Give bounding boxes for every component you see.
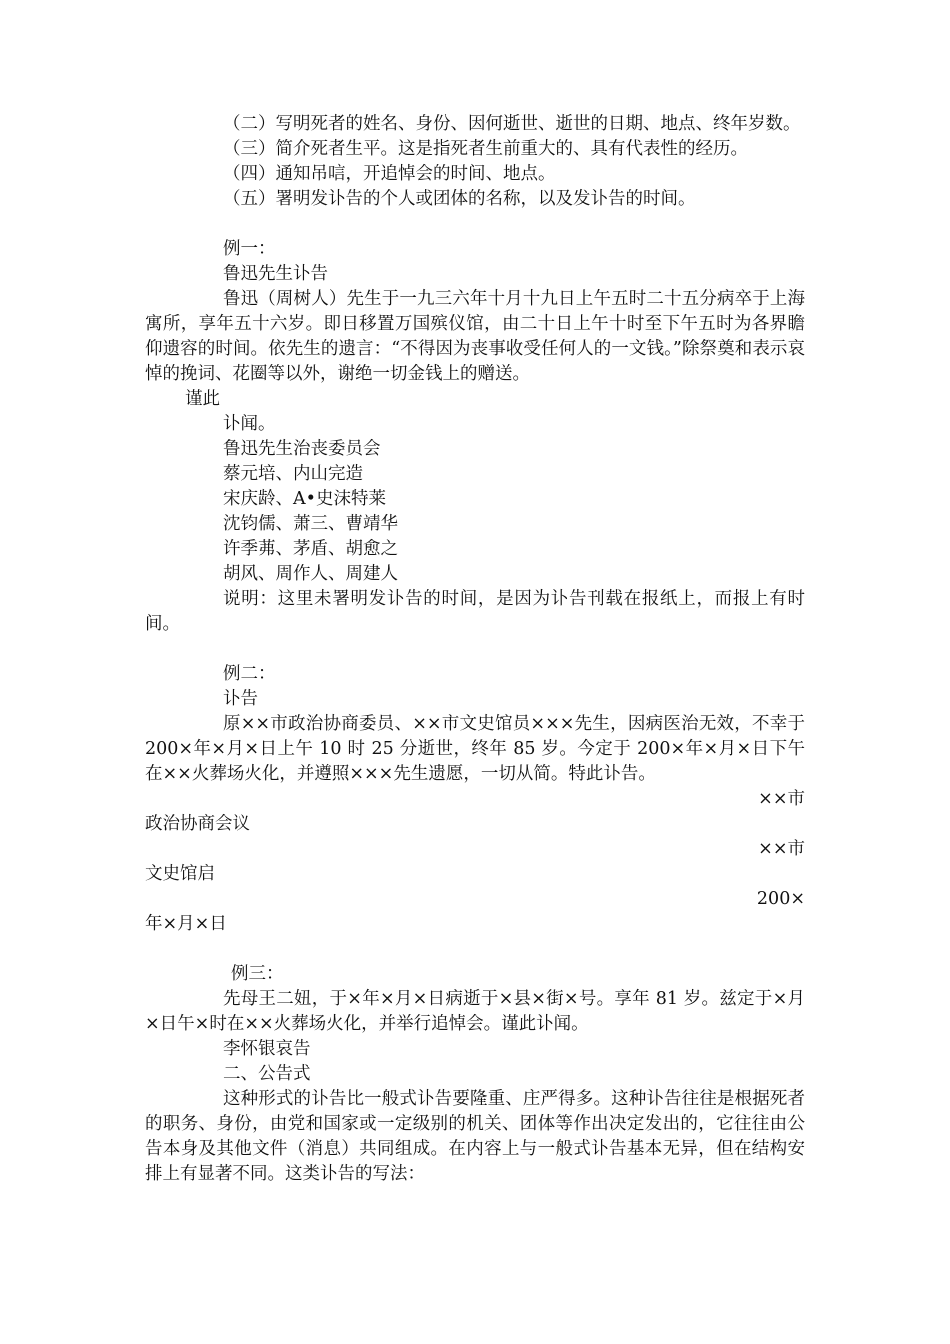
committee-member: 宋庆龄、A•史沫特莱 bbox=[223, 489, 386, 509]
example3-signature: 李怀银哀告 bbox=[223, 1039, 311, 1059]
committee-member: 沈钧儒、萧三、曹靖华 bbox=[223, 514, 398, 534]
example3-label: 例三： bbox=[231, 964, 284, 984]
example2-label: 例二： bbox=[223, 664, 276, 684]
committee-member: 许季茀、茅盾、胡愈之 bbox=[223, 539, 398, 559]
spacer bbox=[145, 212, 805, 237]
item-2: （二）写明死者的姓名、身份、因何逝世、逝世的日期、地点、终年岁数。 bbox=[223, 114, 801, 134]
example1-title: 鲁迅先生讣告 bbox=[223, 264, 328, 284]
example2-signature2-line1: ××市 bbox=[758, 839, 805, 859]
item-5: （五）署明发讣告的个人或团体的名称，以及发讣告的时间。 bbox=[223, 189, 696, 209]
committee-member: 蔡元培、内山完造 bbox=[223, 464, 363, 484]
example2-signature1-line1: ××市 bbox=[758, 789, 805, 809]
section2-heading: 二、公告式 bbox=[223, 1064, 311, 1084]
example1-closing1: 谨此 bbox=[185, 389, 220, 409]
committee-member: 胡风、周作人、周建人 bbox=[223, 564, 398, 584]
example3-body: 先母王二妞，于×年×月×日病逝于×县×街×号。享年 81 岁。兹定于×月×日午×时在××火葬场火化，并举行追悼会。谨此讣闻。 bbox=[145, 989, 805, 1034]
item-4: （四）通知吊唁，开追悼会的时间、地点。 bbox=[223, 164, 556, 184]
document-page bbox=[145, 112, 805, 1187]
example1-closing2: 讣闻。 bbox=[223, 414, 276, 434]
example1-label: 例一： bbox=[223, 239, 276, 259]
item-3: （三）简介死者生平。这是指死者生前重大的、具有代表性的经历。 bbox=[223, 139, 748, 159]
section2-body: 这种形式的讣告比一般式讣告要隆重、庄严得多。这种讣告往往是根据死者的职务、身份，由党和国家或一定级别的机关、团体等作出决定发出的，它往往由公告本身及其他文件（消息）共同组成。在内容上与一般式讣告基本无异，但在结构安排上有显著不同。这类讣告的写法： bbox=[145, 1089, 805, 1184]
example2-date-line2: 年×月×日 bbox=[145, 914, 227, 934]
example1-committee: 鲁迅先生治丧委员会 bbox=[223, 439, 381, 459]
spacer bbox=[145, 937, 805, 962]
example2-title: 讣告 bbox=[223, 689, 258, 709]
example2-signature2-line2: 文史馆启 bbox=[145, 864, 215, 884]
spacer bbox=[145, 637, 805, 662]
example1-body: 鲁迅（周树人）先生于一九三六年十月十九日上午五时二十五分病卒于上海寓所，享年五十六岁。即日移置万国殡仪馆，由二十日上午十时至下午五时为各界瞻仰遗容的时间。依先生的遗言：“不得因为丧事收受任何人的一文钱。”除祭奠和表示哀悼的挽词、花圈等以外，谢绝一切金钱上的赠送。 bbox=[145, 289, 805, 384]
example2-signature1-line2: 政治协商会议 bbox=[145, 814, 250, 834]
example2-body: 原××市政治协商委员、××市文史馆员×××先生，因病医治无效，不幸于 200×年×月×日上午 10 时 25 分逝世，终年 85 岁。今定于 200×年×月×日下午在××火葬场火化，并遵照×××先生遗愿，一切从简。特此讣告。 bbox=[145, 714, 805, 784]
example1-note: 说明：这里未署明发讣告的时间，是因为讣告刊载在报纸上，而报上有时间。 bbox=[145, 589, 805, 634]
example2-date-line1: 200× bbox=[756, 889, 805, 909]
